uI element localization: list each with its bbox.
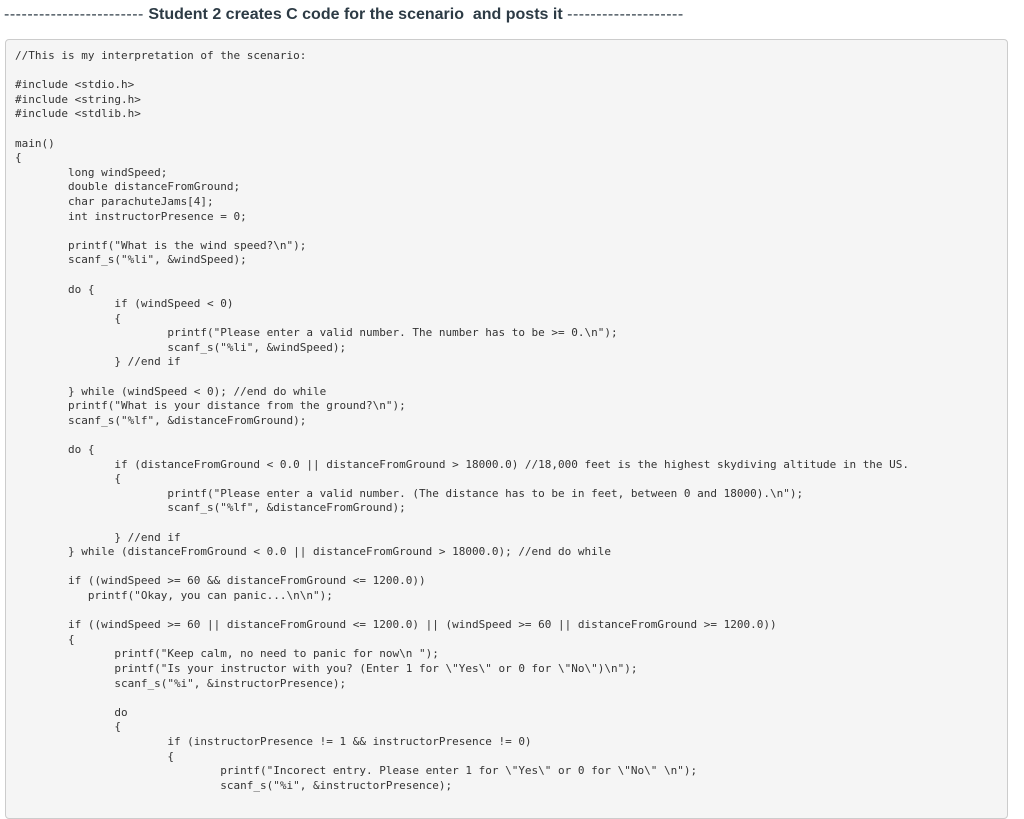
heading-dashes-right: --------------------: [567, 6, 684, 23]
code-text: //This is my interpretation of the scenario: #include <stdio.h> #include <string.h> #include <stdlib.h> main() { long windSpeed; double distanceFromGround; char parachuteJams[4]; int instructorPresence = 0; printf("What is the wind speed?\n"); scanf_s("%li", &windSpeed); do { if (windSpeed < 0) { printf("Please enter a valid number. The number has to be >= 0.\n"); scanf_s("%li", &windSpeed); } //end if } while (windSpeed < 0); //end do while printf("What is your distance from the ground?\n"); scanf_s("%lf", &distanceFromGround); do { if (distanceFromGround < 0.0 || distanceFromGround > 18000.0) //18,000 feet is the highest skydiving altitude in the US. { printf("Please enter a valid number. (The distance has to be in feet, between 0 and 18000).\n"); scanf_s("%lf", &distanceFromGround); } //end if } while (distanceFromGround < 0.0 || distanceFromGround > 18000.0); //end do while if ((windSpeed >= 60 && distanceFromGround <= 1200.0)) printf("Okay, you can panic...\n\n"); if ((windSpeed >= 60 || distanceFromGround <= 1200.0) || (windSpeed >= 60 || distanceFromGround >= 1200.0)) { printf("Keep calm, no need to panic for now\n "); printf("Is your instructor with you? (Enter 1 for \"Yes\" or 0 for \"No\")\n"); scanf_s("%i", &instructorPresence); do { if (instructorPresence != 1 && instructorPresence != 0) { printf("Incorect entry. Please enter 1 for \"Yes\" or 0 for \"No\" \n"); scanf_s("%i", &instructorPresence);: [15, 49, 910, 792]
heading-dashes-left: ------------------------: [4, 6, 144, 23]
section-heading: [4, 4, 1020, 26]
code-block: [5, 39, 1008, 819]
heading-title: Student 2 creates C code for the scenario and posts it: [148, 6, 563, 23]
